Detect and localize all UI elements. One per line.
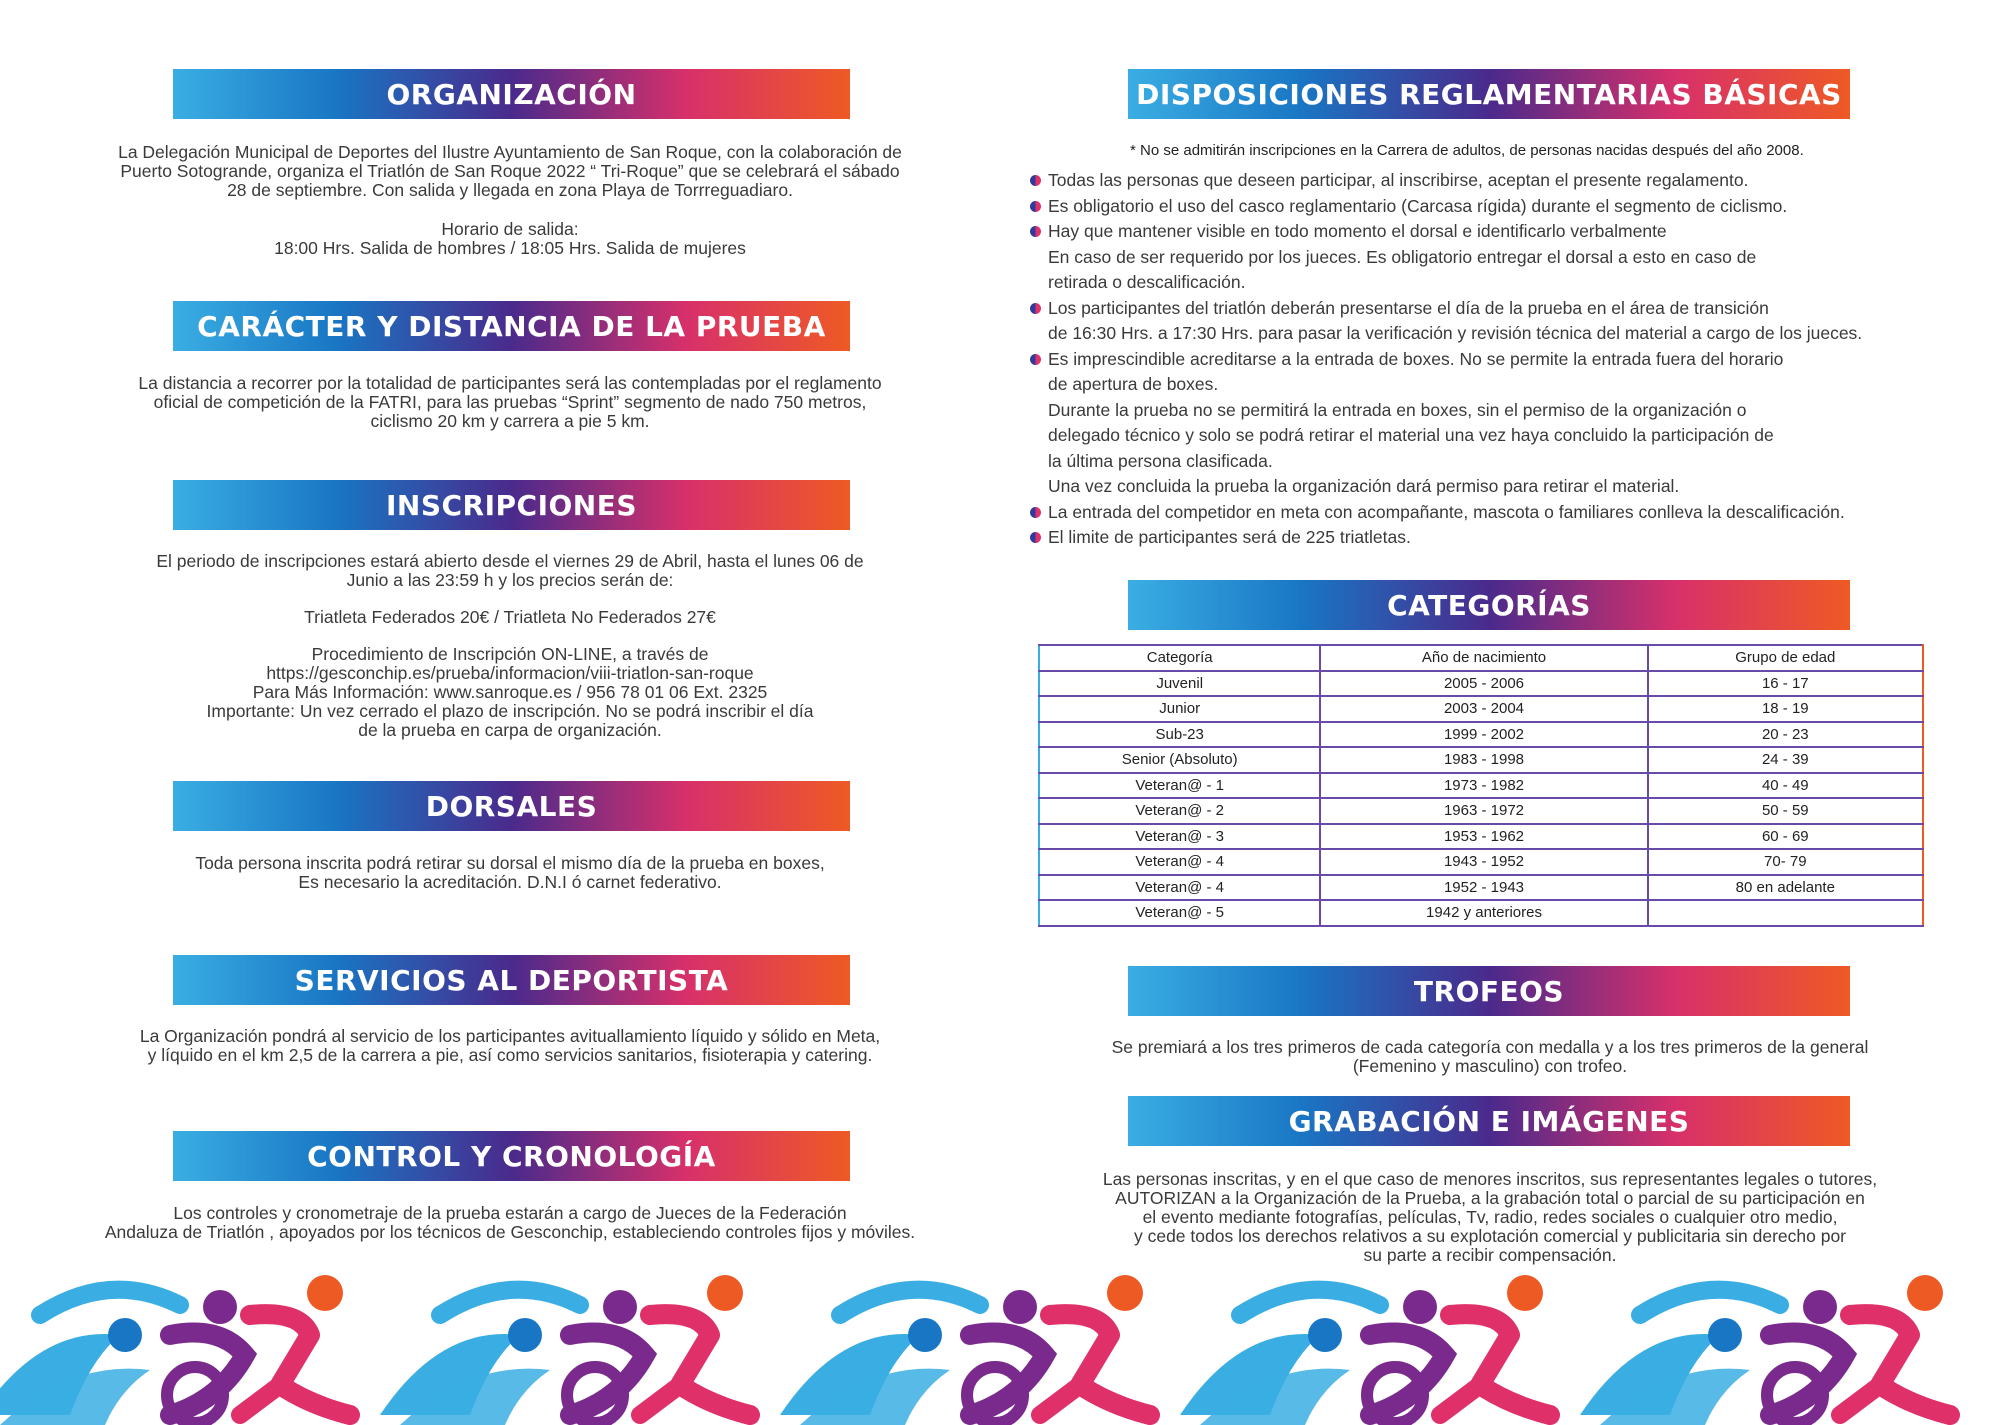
table-row xyxy=(1039,798,1923,824)
rule-line: Los participantes del triatlón deberán presentarse el día de la prueba en el área de transición xyxy=(1048,297,1769,318)
schedule-text: 18:00 Hrs. Salida de hombres / 18:05 Hrs. Salida de mujeres xyxy=(274,238,746,258)
table-cell: Veteran@ - 2 xyxy=(1039,798,1320,824)
bullet-icon xyxy=(1030,303,1041,314)
rule-item xyxy=(1030,219,1950,296)
grabacion-title: GRABACIÓN E IMÁGENES xyxy=(1288,1104,1690,1138)
servicios-title: SERVICIOS AL DEPORTISTA xyxy=(294,963,729,997)
rule-line: Durante la prueba no se permitirá la entrada en boxes, sin el permiso de la organización o xyxy=(1048,399,1747,420)
text-line: ciclismo 20 km y carrera a pie 5 km. xyxy=(370,411,650,431)
text-line: oficial de competición de la FATRI, para las pruebas “Sprint” segmento de nado 750 metros, xyxy=(153,392,867,412)
text-line: AUTORIZAN a la Organización de la Prueba, a la grabación total o parcial de su participación en xyxy=(1115,1188,1865,1208)
rule-line: El limite de participantes será de 225 triatletas. xyxy=(1048,527,1411,547)
table-row xyxy=(1039,900,1923,926)
grabacion-banner xyxy=(1128,1096,1850,1146)
text-line: Importante: Un vez cerrado el plazo de inscripción. No se podrá inscribir el día xyxy=(206,701,814,721)
table-cell: 1983 - 1998 xyxy=(1320,747,1647,773)
text-line: Las personas inscritas, y en el que caso de menores inscritos, sus representantes legales o tutores, xyxy=(1102,1169,1878,1189)
bullet-icon xyxy=(1030,354,1041,365)
text-line: y líquido en el km 2,5 de la carrera a pie, así como servicios sanitarios, fisioterapia y catering. xyxy=(147,1045,873,1065)
rule-line: En caso de ser requerido por los jueces. Es obligatorio entregar el dorsal a esto en caso de xyxy=(1048,246,1757,267)
categorias-banner xyxy=(1128,580,1850,630)
trofeos-title: TROFEOS xyxy=(1413,974,1565,1008)
servicios-banner xyxy=(173,955,850,1005)
table-row xyxy=(1039,849,1923,875)
organizacion-banner xyxy=(173,69,850,119)
categories-table xyxy=(1038,644,1924,927)
grabacion-text xyxy=(1030,1170,1950,1265)
rule-item xyxy=(1030,500,1950,526)
table-cell: 1952 - 1943 xyxy=(1320,875,1647,901)
inscripciones-text xyxy=(60,552,960,740)
table-cell: 1999 - 2002 xyxy=(1320,722,1647,748)
table-cell: 50 - 59 xyxy=(1648,798,1923,824)
table-cell xyxy=(1648,900,1923,926)
rule-line: retirada o descalificación. xyxy=(1048,272,1246,292)
servicios-text xyxy=(60,1027,960,1065)
caracter-text xyxy=(60,374,960,431)
table-cell: Veteran@ - 5 xyxy=(1039,900,1320,926)
inscripciones-title: INSCRIPCIONES xyxy=(385,488,638,522)
contact-info: Para Más Información: www.sanroque.es / 956 78 01 06 Ext. 2325 xyxy=(252,682,768,702)
text-line: Se premiará a los tres primeros de cada categoría con medalla y a los tres primeros de la general xyxy=(1111,1037,1869,1057)
text-line: su parte a recibir compensación. xyxy=(1363,1245,1617,1265)
table-cell: Veteran@ - 3 xyxy=(1039,824,1320,850)
text-line: Es necesario la acreditación. D.N.I ó carnet federativo. xyxy=(298,872,722,892)
text-line: La Delegación Municipal de Deportes del Ilustre Ayuntamiento de San Roque, con la colaboración de xyxy=(118,142,902,162)
table-cell: 1973 - 1982 xyxy=(1320,773,1647,799)
table-row xyxy=(1039,671,1923,697)
table-row xyxy=(1039,773,1923,799)
rule-line: Una vez concluida la prueba la organización dará permiso para retirar el material. xyxy=(1048,476,1680,496)
table-cell: Veteran@ - 1 xyxy=(1039,773,1320,799)
table-cell: 1942 y anteriores xyxy=(1320,900,1647,926)
control-title: CONTROL Y CRONOLOGÍA xyxy=(307,1139,716,1173)
table-cell: 24 - 39 xyxy=(1648,747,1923,773)
rule-line: Es imprescindible acreditarse a la entrada de boxes. No se permite la entrada fuera del horario xyxy=(1048,348,1784,369)
organizacion-title: ORGANIZACIÓN xyxy=(386,77,637,111)
table-cell: 16 - 17 xyxy=(1648,671,1923,697)
dorsales-banner xyxy=(173,781,850,831)
column-header: Categoría xyxy=(1039,645,1320,671)
table-cell: 1953 - 1962 xyxy=(1320,824,1647,850)
text-line: La distancia a recorrer por la totalidad de participantes será las contempladas por el reglamento xyxy=(138,373,882,393)
text-line: Procedimiento de Inscripción ON-LINE, a través de xyxy=(311,644,709,664)
bullet-icon xyxy=(1030,201,1041,212)
rule-item xyxy=(1030,525,1950,551)
rule-line: de apertura de boxes. xyxy=(1048,374,1219,394)
caracter-banner xyxy=(173,301,850,351)
rule-line: la última persona clasificada. xyxy=(1048,450,1273,471)
disposiciones-banner xyxy=(1128,69,1850,119)
categorias-title: CATEGORÍAS xyxy=(1387,588,1591,622)
rule-item xyxy=(1030,194,1950,220)
age-note: * No se admitirán inscripciones en la Carrera de adultos, de personas nacidas después del año 2008. xyxy=(1130,142,1804,159)
table-cell: 2005 - 2006 xyxy=(1320,671,1647,697)
text-line: Toda persona inscrita podrá retirar su dorsal el mismo día de la prueba en boxes, xyxy=(195,853,825,873)
table-cell: Juvenil xyxy=(1039,671,1320,697)
rule-line: La entrada del competidor en meta con acompañante, mascota o familiares conlleva la descalificación. xyxy=(1048,501,1845,522)
disposiciones-title: DISPOSICIONES REGLAMENTARIAS BÁSICAS xyxy=(1136,77,1842,111)
text-line: Andaluza de Triatlón , apoyados por los técnicos de Gesconchip, estableciendo controles fijos y móviles. xyxy=(104,1222,916,1242)
registration-url[interactable]: https://gesconchip.es/prueba/informacion/viii-triatlon-san-roque xyxy=(266,663,754,683)
table-cell: 1943 - 1952 xyxy=(1320,849,1647,875)
table-cell: 2003 - 2004 xyxy=(1320,696,1647,722)
text-line: de la prueba en carpa de organización. xyxy=(358,720,662,740)
text-line: Los controles y cronometraje de la prueba estarán a cargo de Jueces de la Federación xyxy=(173,1203,847,1223)
prices-text: Triatleta Federados 20€ / Triatleta No Federados 27€ xyxy=(304,607,716,627)
table-cell: Senior (Absoluto) xyxy=(1039,747,1320,773)
text-line: Puerto Sotogrande, organiza el Triatlón de San Roque 2022 “ Tri-Roque” que se celebrará el sábado xyxy=(120,161,900,181)
table-row xyxy=(1039,696,1923,722)
rule-line: Hay que mantener visible en todo momento el dorsal e identificarlo verbalmente xyxy=(1048,221,1667,241)
control-text xyxy=(50,1204,970,1242)
bullet-icon xyxy=(1030,507,1041,518)
table-row xyxy=(1039,722,1923,748)
text-line: La Organización pondrá al servicio de los participantes avituallamiento líquido y sólido en Meta, xyxy=(139,1026,881,1046)
schedule-label: Horario de salida: xyxy=(441,219,579,239)
rule-line: delegado técnico y solo se podrá retirar el material una vez haya concluido la participación de xyxy=(1048,425,1774,445)
table-cell: 20 - 23 xyxy=(1648,722,1923,748)
text-line: 28 de septiembre. Con salida y llegada en zona Playa de Torrreguadiaro. xyxy=(227,180,793,200)
rule-line: Todas las personas que deseen participar, al inscribirse, aceptan el presente regalamento. xyxy=(1048,170,1749,190)
table-cell: Sub-23 xyxy=(1039,722,1320,748)
text-line: y cede todos los derechos relativos a su explotación comercial y publicitaria sin derecho por xyxy=(1133,1226,1847,1246)
table-cell: 80 en adelante xyxy=(1648,875,1923,901)
text-line: el evento mediante fotografías, películas, Tv, radio, redes sociales o cualquier otro medio, xyxy=(1142,1207,1838,1227)
inscripciones-banner xyxy=(173,480,850,530)
bullet-icon xyxy=(1030,532,1041,543)
table-cell: 1963 - 1972 xyxy=(1320,798,1647,824)
table-header-row xyxy=(1039,645,1923,671)
organizacion-text xyxy=(60,143,960,258)
rules-list xyxy=(1030,168,1950,551)
bullet-icon xyxy=(1030,175,1041,186)
rule-item xyxy=(1030,347,1950,500)
rule-item xyxy=(1030,296,1950,347)
table-cell: 60 - 69 xyxy=(1648,824,1923,850)
trofeos-text xyxy=(1030,1038,1950,1076)
bullet-icon xyxy=(1030,226,1041,237)
triathlon-figures-icon xyxy=(0,1265,2000,1425)
table-cell: 18 - 19 xyxy=(1648,696,1923,722)
table-row xyxy=(1039,875,1923,901)
column-header: Año de nacimiento xyxy=(1320,645,1647,671)
trofeos-banner xyxy=(1128,966,1850,1016)
rule-line: de 16:30 Hrs. a 17:30 Hrs. para pasar la verificación y revisión técnica del material a cargo de los jueces. xyxy=(1048,323,1863,343)
table-cell: 70- 79 xyxy=(1648,849,1923,875)
text-line: Junio a las 23:59 h y los precios serán de: xyxy=(346,570,674,590)
dorsales-title: DORSALES xyxy=(425,789,598,823)
column-header: Grupo de edad xyxy=(1648,645,1923,671)
table-cell: 40 - 49 xyxy=(1648,773,1923,799)
table-row xyxy=(1039,824,1923,850)
text-line: (Femenino y masculino) con trofeo. xyxy=(1352,1056,1628,1076)
control-banner xyxy=(173,1131,850,1181)
table-cell: Veteran@ - 4 xyxy=(1039,875,1320,901)
text-line: El periodo de inscripciones estará abierto desde el viernes 29 de Abril, hasta el lunes 06 de xyxy=(156,551,864,571)
rule-item xyxy=(1030,168,1950,194)
caracter-title: CARÁCTER Y DISTANCIA DE LA PRUEBA xyxy=(197,309,826,343)
dorsales-text xyxy=(60,854,960,892)
table-cell: Junior xyxy=(1039,696,1320,722)
table-cell: Veteran@ - 4 xyxy=(1039,849,1320,875)
table-row xyxy=(1039,747,1923,773)
rule-line: Es obligatorio el uso del casco reglamentario (Carcasa rígida) durante el segmento de ciclismo. xyxy=(1048,195,1788,216)
